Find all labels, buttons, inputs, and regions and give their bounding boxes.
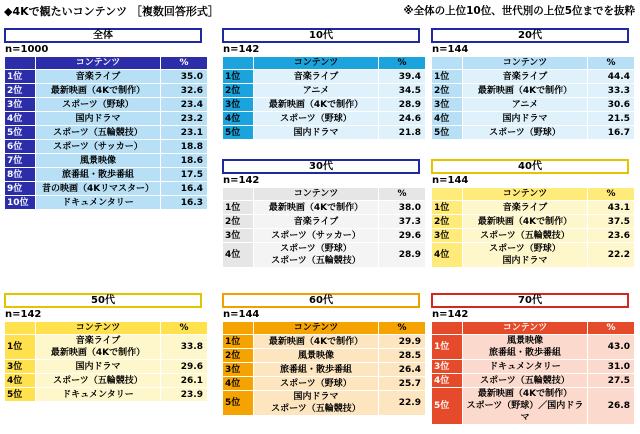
percent-cell: 34.5 [379,84,426,98]
content-label: 最新映画（4Kで制作） [50,85,146,96]
table-row [432,229,635,243]
table-row [5,154,208,168]
table-row [5,388,208,402]
content-label: アニメ [302,85,330,96]
sample-size: n=142 [223,44,260,55]
percent-cell: 39.4 [379,70,426,84]
content-cell [463,98,588,112]
panel-title: 50代 [4,293,202,308]
rank-cell: 3位 [5,98,36,112]
rank-cell: 1位 [223,201,254,215]
content-cell [36,126,161,140]
table-row [5,112,208,126]
table-row [432,215,635,229]
content-label: ドキュメンタリー [62,197,134,208]
content-cell [254,112,379,126]
percent-cell: 16.7 [588,126,635,140]
column-header-pct: % [379,57,426,70]
panel-3 [222,159,420,268]
panel-6 [222,293,420,416]
content-label: 最新映画（4Kで制作） [268,99,364,110]
table-header-row [223,322,426,335]
column-header-rank [5,322,36,335]
column-header-pct: % [588,188,635,201]
rank-cell: 1位 [5,70,36,84]
rank-cell: 3位 [223,229,254,243]
percent-cell: 31.0 [588,360,635,374]
content-label: スポーツ（サッカー） [53,141,143,152]
content-label: 国内ドラマ [502,256,548,266]
content-label: 最新映画（4Kで制作） [477,389,573,399]
rank-cell: 4位 [5,374,36,388]
rank-cell: 5位 [5,388,36,402]
content-label: 最新映画（4Kで制作） [268,336,364,347]
content-cell [254,215,379,229]
content-cell [463,388,588,425]
percent-cell: 37.5 [588,215,635,229]
panel-title: 70代 [431,293,629,308]
content-label: 国内ドラマ [75,113,121,124]
percent-cell: 22.2 [588,243,635,268]
content-label: スポーツ（五輪競技） [480,230,570,241]
ranking-table [431,187,635,268]
ranking-table [4,321,208,402]
percent-cell: 29.9 [379,335,426,349]
rank-cell: 5位 [223,126,254,140]
content-label: 旅番組・散歩番組 [488,348,561,358]
column-header-rank [223,188,254,201]
page-note: ※全体の上位10位、世代別の上位5位までを抜粋 [403,5,635,17]
ranking-table [431,321,635,425]
table-row [432,112,635,126]
sample-size: n=142 [432,309,469,320]
rank-cell: 3位 [432,98,463,112]
table-row [223,84,426,98]
percent-cell: 23.9 [161,388,208,402]
percent-cell: 32.6 [161,84,208,98]
percent-cell: 25.7 [379,377,426,391]
percent-cell: 23.6 [588,229,635,243]
content-cell [254,229,379,243]
content-cell [36,112,161,126]
content-label: スポーツ（五輪競技） [53,127,143,138]
rank-cell: 2位 [223,349,254,363]
table-row [223,98,426,112]
percent-cell: 26.1 [161,374,208,388]
content-cell [254,98,379,112]
table-row [223,215,426,229]
content-cell [36,182,161,196]
ranking-table [431,56,635,140]
panel-title: 60代 [222,293,420,308]
table-row [5,374,208,388]
content-label: 昔の映画（4Kリマスター） [41,183,155,194]
percent-cell: 17.5 [161,168,208,182]
column-header-pct: % [161,322,208,335]
rank-cell: 2位 [223,84,254,98]
content-label: 音楽ライブ [293,216,339,227]
panel-title: 30代 [222,159,420,174]
content-cell [463,335,588,360]
panel-1 [222,28,420,140]
content-label: スポーツ（五輪競技） [271,256,361,266]
table-header-row [432,57,635,70]
rank-cell: 3位 [5,360,36,374]
percent-cell: 21.8 [379,126,426,140]
ranking-table [222,56,426,140]
percent-cell: 16.4 [161,182,208,196]
content-cell [254,335,379,349]
column-header-content: コンテンツ [36,322,161,335]
rank-cell: 2位 [5,84,36,98]
content-cell [463,201,588,215]
column-header-pct: % [379,322,426,335]
table-row [223,243,426,268]
content-cell [254,84,379,98]
content-cell [254,349,379,363]
column-header-pct: % [588,322,635,335]
column-header-pct: % [161,57,208,70]
panel-0 [4,28,202,210]
percent-cell: 23.2 [161,112,208,126]
content-cell [36,374,161,388]
ranking-table [222,321,426,416]
rank-cell: 8位 [5,168,36,182]
content-label: 旅番組・散歩番組 [279,364,352,375]
content-label: 音楽ライブ [75,71,121,82]
column-header-rank [5,57,36,70]
content-cell [463,215,588,229]
rank-cell: 3位 [223,363,254,377]
panel-7 [431,293,629,425]
content-cell [254,363,379,377]
table-row [432,84,635,98]
percent-cell: 23.1 [161,126,208,140]
table-row [5,335,208,360]
content-label: スポーツ（野球） [280,113,352,124]
content-label: スポーツ（野球） [62,99,134,110]
column-header-pct: % [588,57,635,70]
rank-cell: 5位 [432,126,463,140]
content-cell [463,84,588,98]
table-row [5,196,208,210]
column-header-content: コンテンツ [463,57,588,70]
column-header-content: コンテンツ [254,322,379,335]
content-cell [463,229,588,243]
table-row [432,360,635,374]
content-label: 最新映画（4Kで制作） [50,348,146,358]
rank-cell: 10位 [5,196,36,210]
panel-title: 20代 [431,28,629,43]
sample-size: n=144 [432,44,469,55]
percent-cell: 24.6 [379,112,426,126]
rank-cell: 1位 [432,201,463,215]
content-label: 音楽ライブ [75,336,121,346]
column-header-rank [223,57,254,70]
content-label: スポーツ（野球） [280,378,352,389]
table-row [5,84,208,98]
table-row [432,70,635,84]
table-header-row [5,322,208,335]
table-row [223,112,426,126]
percent-cell: 22.9 [379,391,426,416]
ranking-table [222,187,426,268]
table-row [432,374,635,388]
sample-size: n=144 [432,175,469,186]
rank-cell: 4位 [223,112,254,126]
sample-size: n=142 [5,309,42,320]
percent-cell: 18.8 [161,140,208,154]
table-row [223,349,426,363]
sample-size: n=1000 [5,44,49,55]
content-cell [254,126,379,140]
table-row [432,388,635,425]
panel-title: 全体 [4,28,202,43]
rank-cell: 5位 [432,388,463,425]
percent-cell: 16.3 [161,196,208,210]
content-cell [463,112,588,126]
percent-cell: 23.4 [161,98,208,112]
content-label: 国内ドラマ [502,113,548,124]
rank-cell: 4位 [223,377,254,391]
content-label: スポーツ（野球） [489,244,561,254]
content-cell [36,360,161,374]
content-label: 最新映画（4Kで制作） [477,216,573,227]
table-row [223,201,426,215]
content-label: 風景映像 [506,336,543,346]
content-label: ドキュメンタリー [489,361,561,372]
content-label: 国内ドラマ [293,127,339,138]
content-label: スポーツ（サッカー） [271,230,361,241]
sample-size: n=144 [223,309,260,320]
content-label: アニメ [511,99,539,110]
column-header-content: コンテンツ [254,188,379,201]
column-header-rank [432,322,463,335]
percent-cell: 29.6 [161,360,208,374]
panel-title: 40代 [431,159,629,174]
rank-cell: 2位 [432,84,463,98]
percent-cell: 26.4 [379,363,426,377]
content-cell [36,168,161,182]
column-header-content: コンテンツ [36,57,161,70]
table-header-row [223,188,426,201]
content-label: スポーツ（野球） [489,127,561,138]
table-row [223,391,426,416]
table-row [432,126,635,140]
content-cell [36,154,161,168]
content-label: 風景映像 [79,155,116,166]
table-header-row [223,57,426,70]
rank-cell: 1位 [432,335,463,360]
rank-cell: 6位 [5,140,36,154]
content-label: スポーツ（五輪競技） [271,404,361,414]
table-header-row [5,57,208,70]
table-row [432,98,635,112]
content-label: 音楽ライブ [502,71,548,82]
rank-cell: 3位 [223,98,254,112]
content-cell [36,84,161,98]
content-label: スポーツ（野球） [280,244,352,254]
table-row [5,126,208,140]
rank-cell: 4位 [432,374,463,388]
rank-cell: 1位 [432,70,463,84]
content-label: ドキュメンタリー [62,389,134,400]
content-label: 風景映像 [297,350,334,361]
content-cell [36,98,161,112]
rank-cell: 5位 [5,126,36,140]
content-cell [36,70,161,84]
table-header-row [432,322,635,335]
percent-cell: 28.5 [379,349,426,363]
percent-cell: 44.4 [588,70,635,84]
percent-cell: 28.9 [379,98,426,112]
column-header-rank [223,322,254,335]
content-label: スポーツ（五輪競技） [53,375,143,386]
content-label: 旅番組・散歩番組 [61,169,134,180]
percent-cell: 29.6 [379,229,426,243]
rank-cell: 4位 [223,243,254,268]
content-cell [463,374,588,388]
percent-cell: 28.9 [379,243,426,268]
column-header-rank [432,57,463,70]
content-label: 最新映画（4Kで制作） [268,202,364,213]
content-cell [254,391,379,416]
content-cell [254,201,379,215]
page-title: ◆4Kで観たいコンテンツ ［複数回答形式］ [4,5,219,18]
content-label: 最新映画（4Kで制作） [477,85,573,96]
table-row [5,182,208,196]
percent-cell: 21.5 [588,112,635,126]
content-cell [463,243,588,268]
rank-cell: 5位 [223,391,254,416]
percent-cell: 43.0 [588,335,635,360]
percent-cell: 30.6 [588,98,635,112]
panel-2 [431,28,629,140]
table-row [223,377,426,391]
panel-5 [4,293,202,402]
table-row [223,363,426,377]
table-row [432,201,635,215]
ranking-table [4,56,208,210]
table-row [5,70,208,84]
content-label: 国内ドラマ [75,361,121,372]
rank-cell: 4位 [432,243,463,268]
rank-cell: 3位 [432,229,463,243]
content-cell [254,70,379,84]
content-cell [463,126,588,140]
table-row [432,243,635,268]
percent-cell: 43.1 [588,201,635,215]
rank-cell: 1位 [5,335,36,360]
column-header-content: コンテンツ [463,322,588,335]
sample-size: n=142 [223,175,260,186]
rank-cell: 2位 [223,215,254,229]
rank-cell: 4位 [5,112,36,126]
content-label: 音楽ライブ [293,71,339,82]
content-cell [254,377,379,391]
panel-4 [431,159,629,268]
content-cell [463,70,588,84]
rank-cell: 1位 [223,70,254,84]
content-label: 音楽ライブ [502,202,548,213]
percent-cell: 33.3 [588,84,635,98]
content-cell [36,140,161,154]
table-row [432,335,635,360]
rank-cell: 2位 [432,215,463,229]
panel-title: 10代 [222,28,420,43]
column-header-pct: % [379,188,426,201]
rank-cell: 9位 [5,182,36,196]
table-row [223,70,426,84]
table-row [5,98,208,112]
table-row [5,168,208,182]
column-header-content: コンテンツ [254,57,379,70]
rank-cell: 4位 [432,112,463,126]
content-cell [254,243,379,268]
content-cell [36,335,161,360]
content-label: スポーツ（五輪競技） [480,375,570,386]
content-cell [463,360,588,374]
table-row [5,360,208,374]
rank-cell: 7位 [5,154,36,168]
content-label: スポーツ（野球）／国内ドラマ [466,401,584,423]
table-header-row [432,188,635,201]
column-header-rank [432,188,463,201]
content-cell [36,196,161,210]
rank-cell: 3位 [432,360,463,374]
rank-cell: 1位 [223,335,254,349]
percent-cell: 26.8 [588,388,635,425]
percent-cell: 33.8 [161,335,208,360]
percent-cell: 18.6 [161,154,208,168]
table-row [223,335,426,349]
table-row [5,140,208,154]
percent-cell: 37.3 [379,215,426,229]
percent-cell: 35.0 [161,70,208,84]
table-row [223,229,426,243]
table-row [223,126,426,140]
content-cell [36,388,161,402]
content-label: 国内ドラマ [293,392,339,402]
percent-cell: 38.0 [379,201,426,215]
percent-cell: 27.5 [588,374,635,388]
column-header-content: コンテンツ [463,188,588,201]
